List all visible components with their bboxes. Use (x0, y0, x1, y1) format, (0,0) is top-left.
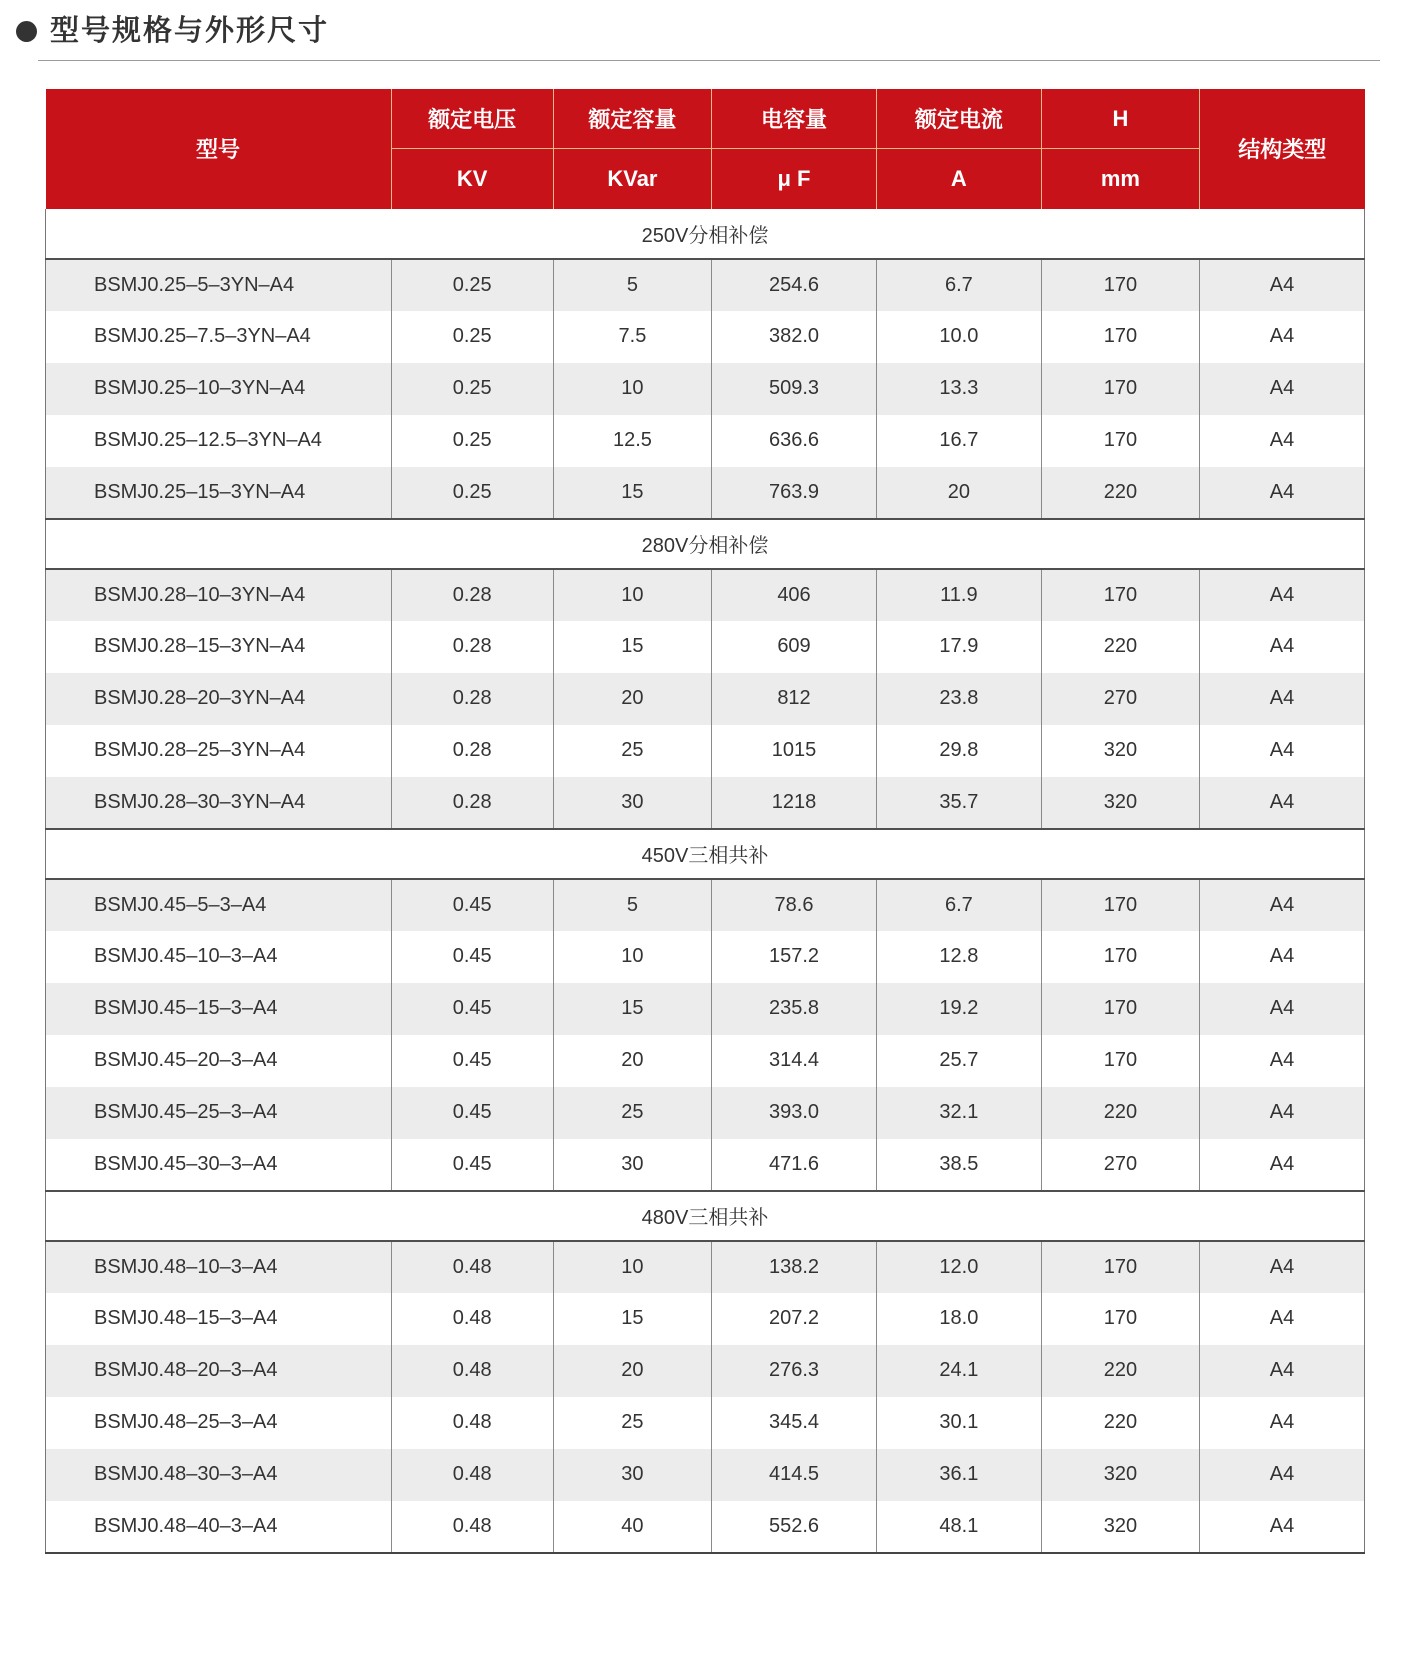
value-cell: 0.25 (391, 311, 553, 363)
value-cell: A4 (1200, 1241, 1365, 1293)
header-unit-kv: KV (391, 149, 553, 209)
value-cell: 0.45 (391, 879, 553, 931)
value-cell: 18.0 (876, 1293, 1041, 1345)
value-cell: 0.25 (391, 415, 553, 467)
model-cell: BSMJ0.25–12.5–3YN–A4 (46, 415, 392, 467)
value-cell: 36.1 (876, 1449, 1041, 1501)
value-cell: 0.45 (391, 1035, 553, 1087)
value-cell: 25 (553, 725, 711, 777)
value-cell: 38.5 (876, 1139, 1041, 1191)
value-cell: 170 (1041, 1293, 1199, 1345)
value-cell: A4 (1200, 1345, 1365, 1397)
value-cell: 170 (1041, 879, 1199, 931)
section-heading: 250V分相补偿 (46, 209, 1365, 259)
table-row (46, 931, 1365, 983)
value-cell: 32.1 (876, 1087, 1041, 1139)
value-cell: 0.25 (391, 363, 553, 415)
value-cell: A4 (1200, 621, 1365, 673)
value-cell: 20 (553, 673, 711, 725)
header-model: 型号 (46, 89, 392, 209)
model-cell: BSMJ0.48–15–3–A4 (46, 1293, 392, 1345)
value-cell: 20 (876, 467, 1041, 519)
value-cell: 276.3 (712, 1345, 877, 1397)
value-cell: 11.9 (876, 569, 1041, 621)
value-cell: 30 (553, 1139, 711, 1191)
value-cell: 170 (1041, 363, 1199, 415)
value-cell: 552.6 (712, 1501, 877, 1553)
table-row (46, 467, 1365, 519)
value-cell: 0.48 (391, 1293, 553, 1345)
value-cell: 0.45 (391, 931, 553, 983)
value-cell: 609 (712, 621, 877, 673)
value-cell: A4 (1200, 1139, 1365, 1191)
value-cell: 220 (1041, 467, 1199, 519)
value-cell: 0.28 (391, 569, 553, 621)
value-cell: 220 (1041, 1087, 1199, 1139)
header-structure-type: 结构类型 (1200, 89, 1365, 209)
value-cell: 20 (553, 1035, 711, 1087)
spec-table (45, 89, 1365, 1554)
value-cell: 15 (553, 621, 711, 673)
model-cell: BSMJ0.25–15–3YN–A4 (46, 467, 392, 519)
value-cell: 15 (553, 1293, 711, 1345)
value-cell: 12.5 (553, 415, 711, 467)
value-cell: 6.7 (876, 259, 1041, 311)
value-cell: 0.28 (391, 621, 553, 673)
value-cell: A4 (1200, 259, 1365, 311)
value-cell: 7.5 (553, 311, 711, 363)
value-cell: 12.0 (876, 1241, 1041, 1293)
header-unit-mm: mm (1041, 149, 1199, 209)
value-cell: 23.8 (876, 673, 1041, 725)
bullet-icon (16, 21, 37, 42)
value-cell: 30 (553, 777, 711, 829)
table-row (46, 777, 1365, 829)
value-cell: 10 (553, 931, 711, 983)
value-cell: A4 (1200, 983, 1365, 1035)
value-cell: 10 (553, 569, 711, 621)
value-cell: A4 (1200, 777, 1365, 829)
model-cell: BSMJ0.48–25–3–A4 (46, 1397, 392, 1449)
value-cell: 30 (553, 1449, 711, 1501)
value-cell: 320 (1041, 1449, 1199, 1501)
value-cell: A4 (1200, 467, 1365, 519)
value-cell: 170 (1041, 1035, 1199, 1087)
value-cell: 170 (1041, 569, 1199, 621)
value-cell: 35.7 (876, 777, 1041, 829)
value-cell: 270 (1041, 1139, 1199, 1191)
value-cell: 0.45 (391, 1139, 553, 1191)
header-height: H (1041, 89, 1199, 149)
value-cell: 15 (553, 983, 711, 1035)
value-cell: A4 (1200, 673, 1365, 725)
value-cell: 0.48 (391, 1241, 553, 1293)
model-cell: BSMJ0.48–20–3–A4 (46, 1345, 392, 1397)
value-cell: 345.4 (712, 1397, 877, 1449)
value-cell: A4 (1200, 415, 1365, 467)
value-cell: 812 (712, 673, 877, 725)
header-rated-capacity: 额定容量 (553, 89, 711, 149)
table-row (46, 259, 1365, 311)
value-cell: 0.28 (391, 725, 553, 777)
table-row (46, 725, 1365, 777)
header-rated-current: 额定电流 (876, 89, 1041, 149)
table-row (46, 363, 1365, 415)
value-cell: 235.8 (712, 983, 877, 1035)
value-cell: 406 (712, 569, 877, 621)
value-cell: 13.3 (876, 363, 1041, 415)
value-cell: 170 (1041, 931, 1199, 983)
header-unit-uf: μ F (712, 149, 877, 209)
value-cell: 0.25 (391, 467, 553, 519)
model-cell: BSMJ0.48–30–3–A4 (46, 1449, 392, 1501)
header-row-labels (46, 89, 1365, 149)
value-cell: 17.9 (876, 621, 1041, 673)
value-cell: 320 (1041, 777, 1199, 829)
value-cell: 220 (1041, 1397, 1199, 1449)
value-cell: 25 (553, 1397, 711, 1449)
value-cell: 157.2 (712, 931, 877, 983)
header-capacitance: 电容量 (712, 89, 877, 149)
value-cell: 471.6 (712, 1139, 877, 1191)
value-cell: 0.48 (391, 1345, 553, 1397)
table-body (46, 209, 1365, 1553)
value-cell: 170 (1041, 311, 1199, 363)
value-cell: 5 (553, 259, 711, 311)
value-cell: A4 (1200, 1449, 1365, 1501)
table-row (46, 1293, 1365, 1345)
table-row (46, 1397, 1365, 1449)
model-cell: BSMJ0.45–5–3–A4 (46, 879, 392, 931)
value-cell: A4 (1200, 725, 1365, 777)
value-cell: 138.2 (712, 1241, 877, 1293)
value-cell: A4 (1200, 1293, 1365, 1345)
value-cell: 78.6 (712, 879, 877, 931)
value-cell: 763.9 (712, 467, 877, 519)
value-cell: 10 (553, 363, 711, 415)
model-cell: BSMJ0.45–15–3–A4 (46, 983, 392, 1035)
value-cell: 0.28 (391, 777, 553, 829)
value-cell: A4 (1200, 569, 1365, 621)
model-cell: BSMJ0.28–10–3YN–A4 (46, 569, 392, 621)
value-cell: 0.48 (391, 1397, 553, 1449)
value-cell: 1218 (712, 777, 877, 829)
value-cell: 25 (553, 1087, 711, 1139)
value-cell: 509.3 (712, 363, 877, 415)
model-cell: BSMJ0.25–10–3YN–A4 (46, 363, 392, 415)
section-heading: 450V三相共补 (46, 829, 1365, 879)
value-cell: 16.7 (876, 415, 1041, 467)
table-row (46, 415, 1365, 467)
value-cell: 207.2 (712, 1293, 877, 1345)
value-cell: 12.8 (876, 931, 1041, 983)
value-cell: A4 (1200, 1501, 1365, 1553)
value-cell: 25.7 (876, 1035, 1041, 1087)
value-cell: 19.2 (876, 983, 1041, 1035)
table-row (46, 1449, 1365, 1501)
value-cell: 170 (1041, 259, 1199, 311)
header-unit-kvar: KVar (553, 149, 711, 209)
value-cell: 270 (1041, 673, 1199, 725)
value-cell: 220 (1041, 1345, 1199, 1397)
value-cell: A4 (1200, 1087, 1365, 1139)
model-cell: BSMJ0.28–20–3YN–A4 (46, 673, 392, 725)
model-cell: BSMJ0.28–30–3YN–A4 (46, 777, 392, 829)
value-cell: 320 (1041, 725, 1199, 777)
value-cell: 10 (553, 1241, 711, 1293)
table-row (46, 879, 1365, 931)
section-row (46, 519, 1365, 569)
value-cell: 30.1 (876, 1397, 1041, 1449)
header-rated-voltage: 额定电压 (391, 89, 553, 149)
value-cell: A4 (1200, 363, 1365, 415)
section-heading: 480V三相共补 (46, 1191, 1365, 1241)
model-cell: BSMJ0.48–40–3–A4 (46, 1501, 392, 1553)
value-cell: 220 (1041, 621, 1199, 673)
value-cell: 40 (553, 1501, 711, 1553)
table-row (46, 311, 1365, 363)
model-cell: BSMJ0.45–20–3–A4 (46, 1035, 392, 1087)
value-cell: 0.48 (391, 1449, 553, 1501)
model-cell: BSMJ0.25–7.5–3YN–A4 (46, 311, 392, 363)
model-cell: BSMJ0.28–15–3YN–A4 (46, 621, 392, 673)
model-cell: BSMJ0.45–30–3–A4 (46, 1139, 392, 1191)
value-cell: 0.45 (391, 983, 553, 1035)
value-cell: A4 (1200, 1035, 1365, 1087)
table-row (46, 983, 1365, 1035)
table-row (46, 1501, 1365, 1553)
table-row (46, 1345, 1365, 1397)
value-cell: 0.48 (391, 1501, 553, 1553)
value-cell: 170 (1041, 983, 1199, 1035)
page-title-row (0, 0, 1405, 48)
value-cell: 15 (553, 467, 711, 519)
header-unit-a: A (876, 149, 1041, 209)
table-row (46, 1087, 1365, 1139)
value-cell: 1015 (712, 725, 877, 777)
table-row (46, 1241, 1365, 1293)
value-cell: 24.1 (876, 1345, 1041, 1397)
value-cell: A4 (1200, 311, 1365, 363)
model-cell: BSMJ0.45–25–3–A4 (46, 1087, 392, 1139)
model-cell: BSMJ0.25–5–3YN–A4 (46, 259, 392, 311)
value-cell: A4 (1200, 1397, 1365, 1449)
value-cell: A4 (1200, 931, 1365, 983)
value-cell: 0.45 (391, 1087, 553, 1139)
table-row (46, 673, 1365, 725)
value-cell: 5 (553, 879, 711, 931)
title-underline (38, 60, 1380, 61)
value-cell: 254.6 (712, 259, 877, 311)
value-cell: 170 (1041, 1241, 1199, 1293)
value-cell: 0.25 (391, 259, 553, 311)
value-cell: 0.28 (391, 673, 553, 725)
section-row (46, 829, 1365, 879)
value-cell: 6.7 (876, 879, 1041, 931)
section-heading: 280V分相补偿 (46, 519, 1365, 569)
model-cell: BSMJ0.45–10–3–A4 (46, 931, 392, 983)
value-cell: 393.0 (712, 1087, 877, 1139)
section-row (46, 1191, 1365, 1241)
page-title: 型号规格与外形尺寸 (50, 15, 330, 47)
value-cell: 20 (553, 1345, 711, 1397)
table-row (46, 1035, 1365, 1087)
value-cell: 320 (1041, 1501, 1199, 1553)
value-cell: A4 (1200, 879, 1365, 931)
table-row (46, 1139, 1365, 1191)
value-cell: 636.6 (712, 415, 877, 467)
value-cell: 29.8 (876, 725, 1041, 777)
table-row (46, 621, 1365, 673)
value-cell: 414.5 (712, 1449, 877, 1501)
value-cell: 10.0 (876, 311, 1041, 363)
value-cell: 314.4 (712, 1035, 877, 1087)
model-cell: BSMJ0.48–10–3–A4 (46, 1241, 392, 1293)
table-header (46, 89, 1365, 209)
table-row (46, 569, 1365, 621)
value-cell: 48.1 (876, 1501, 1041, 1553)
section-row (46, 209, 1365, 259)
model-cell: BSMJ0.28–25–3YN–A4 (46, 725, 392, 777)
value-cell: 170 (1041, 415, 1199, 467)
value-cell: 382.0 (712, 311, 877, 363)
